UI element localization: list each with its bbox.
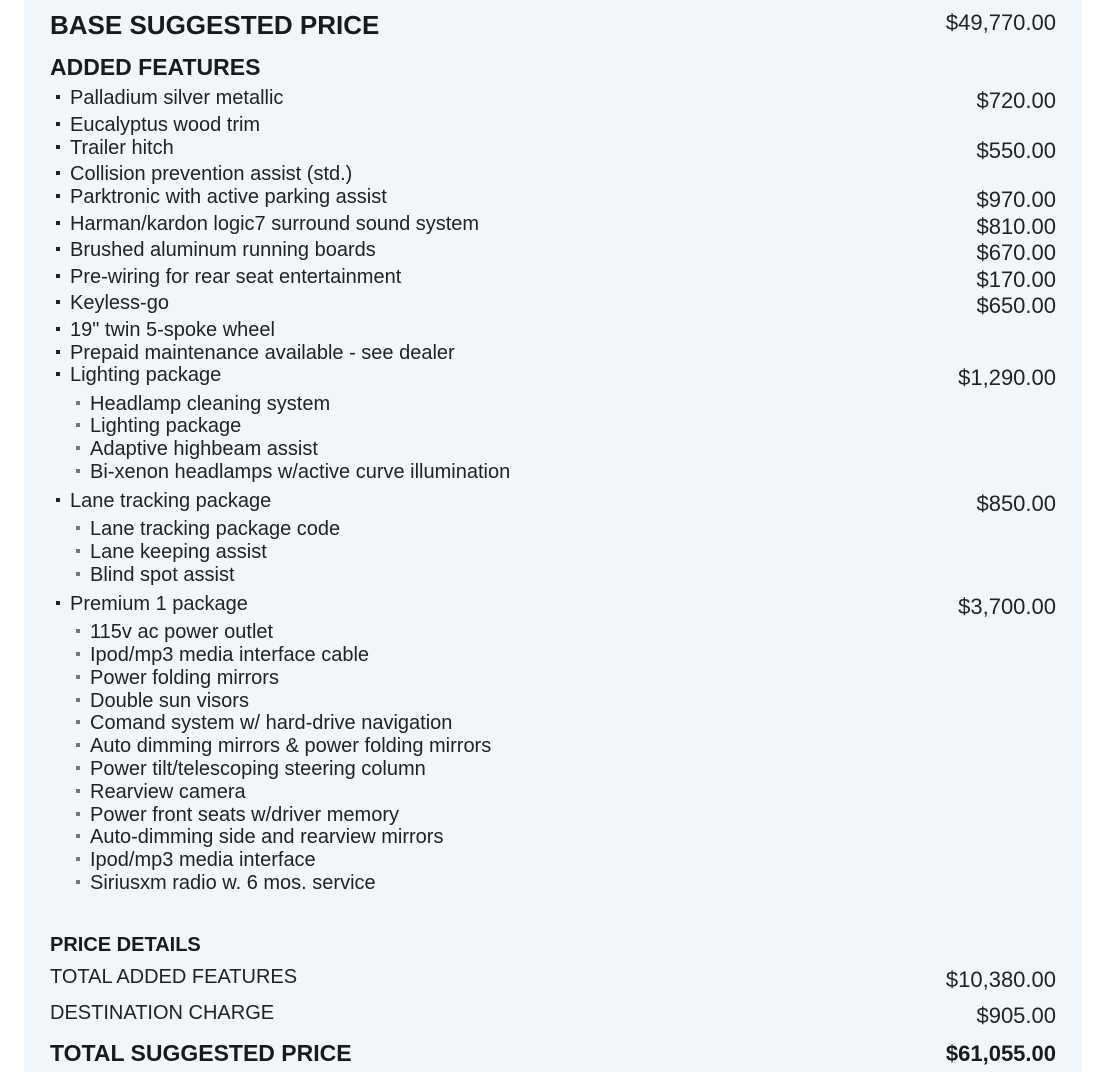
total-suggested-price-label: TOTAL SUGGESTED PRICE: [50, 1040, 352, 1066]
bullet-icon: [56, 221, 60, 225]
sub-bullet-icon: [76, 834, 80, 838]
bullet-icon: [56, 300, 60, 304]
feature-item-label: 19" twin 5-spoke wheel: [70, 319, 275, 341]
total-suggested-price-value: $61,055.00: [945, 1041, 1056, 1066]
feature-sub-item-label: Siriusxm radio w. 6 mos. service: [90, 872, 376, 894]
feature-item-price: $720.00: [976, 88, 1056, 113]
sub-bullet-icon: [76, 423, 80, 427]
bullet-icon: [56, 601, 60, 605]
feature-item-price: $650.00: [976, 293, 1056, 318]
feature-item-label: Harman/kardon logic7 surround sound system: [70, 213, 480, 235]
destination-charge-value: $905.00: [976, 1003, 1056, 1028]
feature-sub-item-label: Blind spot assist: [90, 564, 235, 586]
feature-sub-item-label: Auto dimming mirrors & power folding mirrors: [90, 735, 492, 757]
bullet-icon: [56, 327, 60, 331]
feature-item-label: Pre-wiring for rear seat entertainment: [70, 266, 402, 288]
feature-sub-item-label: 115v ac power outlet: [90, 621, 274, 643]
sub-bullet-icon: [76, 572, 80, 576]
feature-item-label: Premium 1 package: [70, 593, 248, 615]
feature-item-label: Parktronic with active parking assist: [70, 186, 387, 208]
feature-item-label: Brushed aluminum running boards: [70, 239, 376, 261]
sub-bullet-icon: [76, 526, 80, 530]
feature-sub-item-label: Power folding mirrors: [90, 667, 279, 689]
feature-sub-item-label: Headlamp cleaning system: [90, 393, 331, 415]
feature-item-price: $170.00: [976, 267, 1056, 292]
destination-charge-label: DESTINATION CHARGE: [50, 1002, 275, 1024]
feature-item-price: $670.00: [976, 240, 1056, 265]
feature-item-label: Keyless-go: [70, 292, 169, 314]
total-added-features-value: $10,380.00: [945, 967, 1056, 992]
feature-item-label: Collision prevention assist (std.): [70, 163, 353, 185]
base-price-value: $49,770.00: [945, 10, 1056, 35]
feature-item-price: $810.00: [976, 214, 1056, 239]
feature-item-price: $3,700.00: [958, 594, 1056, 619]
feature-item-price: $550.00: [976, 138, 1056, 163]
sub-bullet-icon: [76, 743, 80, 747]
bullet-icon: [56, 498, 60, 502]
total-added-features-label: TOTAL ADDED FEATURES: [50, 966, 298, 988]
sub-bullet-icon: [76, 880, 80, 884]
bullet-icon: [56, 122, 60, 126]
sub-bullet-icon: [76, 469, 80, 473]
feature-item-label: Prepaid maintenance available - see dealer: [70, 342, 455, 364]
base-price-label: BASE SUGGESTED PRICE: [50, 10, 380, 40]
feature-sub-item-label: Ipod/mp3 media interface: [90, 849, 316, 871]
bullet-icon: [56, 247, 60, 251]
feature-item-price: $970.00: [976, 187, 1056, 212]
feature-sub-item-label: Adaptive highbeam assist: [90, 438, 318, 460]
feature-item-label: Eucalyptus wood trim: [70, 114, 261, 136]
bullet-icon: [56, 274, 60, 278]
sub-bullet-icon: [76, 812, 80, 816]
sub-bullet-icon: [76, 857, 80, 861]
feature-sub-item-label: Ipod/mp3 media interface cable: [90, 644, 370, 666]
feature-sub-item-label: Lighting package: [90, 415, 242, 437]
feature-sub-item-label: Lane keeping assist: [90, 541, 267, 563]
feature-sub-item-label: Double sun visors: [90, 690, 249, 712]
feature-sub-item-label: Lane tracking package code: [90, 518, 341, 540]
sub-bullet-icon: [76, 629, 80, 633]
feature-item-label: Lighting package: [70, 364, 222, 386]
bullet-icon: [56, 95, 60, 99]
feature-item-label: Trailer hitch: [70, 137, 174, 159]
feature-item-price: $850.00: [976, 491, 1056, 516]
bullet-icon: [56, 350, 60, 354]
feature-sub-item-label: Bi-xenon headlamps w/active curve illumination: [90, 461, 511, 483]
added-features-heading: ADDED FEATURES: [50, 54, 261, 80]
sub-bullet-icon: [76, 549, 80, 553]
feature-item-label: Lane tracking package: [70, 490, 272, 512]
sub-bullet-icon: [76, 720, 80, 724]
sub-bullet-icon: [76, 446, 80, 450]
sub-bullet-icon: [76, 698, 80, 702]
feature-item-label: Palladium silver metallic: [70, 87, 284, 109]
sub-bullet-icon: [76, 789, 80, 793]
feature-sub-item-label: Power tilt/telescoping steering column: [90, 758, 426, 780]
sub-bullet-icon: [76, 675, 80, 679]
price-details-heading: PRICE DETAILS: [50, 934, 201, 956]
feature-sub-item-label: Comand system w/ hard-drive navigation: [90, 712, 453, 734]
feature-sub-item-label: Power front seats w/driver memory: [90, 804, 399, 826]
feature-sub-item-label: Auto-dimming side and rearview mirrors: [90, 826, 444, 848]
sub-bullet-icon: [76, 766, 80, 770]
feature-sub-item-label: Rearview camera: [90, 781, 246, 803]
sub-bullet-icon: [76, 401, 80, 405]
bullet-icon: [56, 372, 60, 376]
feature-item-price: $1,290.00: [958, 365, 1056, 390]
bullet-icon: [56, 171, 60, 175]
bullet-icon: [56, 145, 60, 149]
sub-bullet-icon: [76, 652, 80, 656]
bullet-icon: [56, 194, 60, 198]
